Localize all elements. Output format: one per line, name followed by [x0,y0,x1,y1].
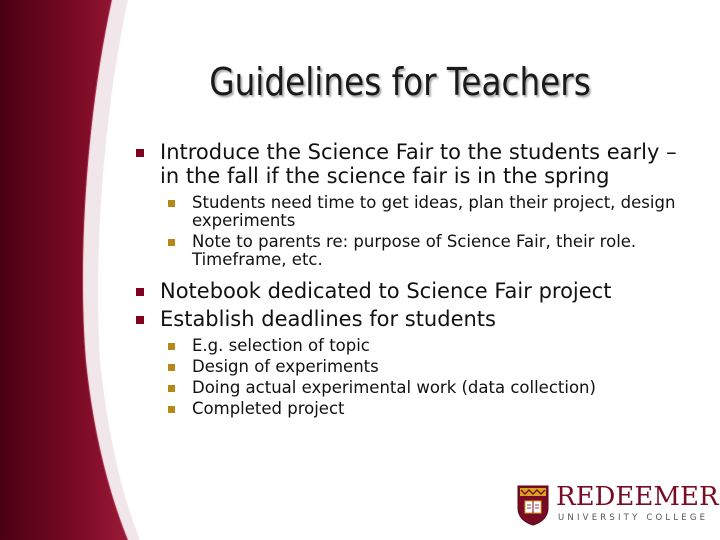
bullet-item [130,307,690,331]
gold-square-bullet-icon [168,200,175,207]
sub-bullet-item [162,337,690,355]
sub-bullet-item [162,400,690,418]
bullet-text: Establish deadlines for students [160,307,496,331]
sub-bullet-text: Completed project [192,399,345,418]
maroon-square-bullet-icon [136,149,144,157]
sub-bullet-item [162,379,690,397]
bullet-item [130,279,690,303]
sub-bullet-text: Doing actual experimental work (data collection) [192,378,596,397]
slide-title: Guidelines for Teachers [209,60,591,104]
bullet-text: Notebook dedicated to Science Fair project [160,279,612,303]
bullet-item [130,140,690,188]
maroon-square-bullet-icon [136,316,144,324]
bullet-text: Introduce the Science Fair to the students early – in the fall if the science fair is in the spring [160,140,677,188]
sub-bullet-text: Design of experiments [192,357,379,376]
gold-square-bullet-icon [168,385,175,392]
bullet-list [130,140,690,421]
gold-square-bullet-icon [168,343,175,350]
sub-bullet-text: Students need time to get ideas, plan their project, design experiments [192,193,676,230]
maroon-square-bullet-icon [136,288,144,296]
gold-square-bullet-icon [168,239,175,246]
sub-bullet-text: E.g. selection of topic [192,336,370,355]
gold-square-bullet-icon [168,406,175,413]
sub-bullet-item [162,233,690,269]
redeemer-logo [516,482,719,530]
sub-bullet-item [162,194,690,230]
gold-square-bullet-icon [168,364,175,371]
crest-shield-icon [516,484,550,526]
logo-name: REDEEMER [556,482,719,512]
logo-subtitle: UNIVERSITY COLLEGE [558,513,709,523]
sub-bullet-item [162,358,690,376]
sub-bullet-text: Note to parents re: purpose of Science Fair, their role. Timeframe, etc. [192,232,637,269]
